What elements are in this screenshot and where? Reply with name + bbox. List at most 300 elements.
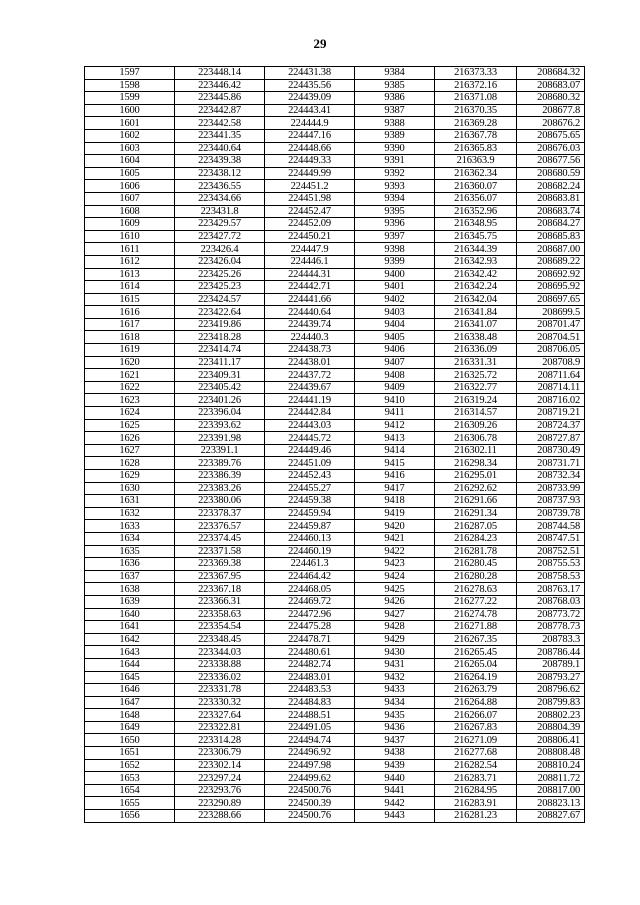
point-number-a-cell: 1629 (85, 470, 175, 483)
y-coordinate-a-cell: 224482.74 (265, 658, 355, 671)
y-coordinate-a-cell: 224443.03 (265, 419, 355, 432)
point-number-a-cell: 1634 (85, 532, 175, 545)
point-number-b-cell: 9385 (355, 79, 435, 92)
y-coordinate-a-cell: 224483.01 (265, 671, 355, 684)
point-number-b-cell: 9425 (355, 583, 435, 596)
y-coordinate-b-cell: 208684.32 (517, 67, 585, 80)
x-coordinate-b-cell: 216341.84 (435, 306, 517, 319)
y-coordinate-a-cell: 224438.73 (265, 344, 355, 357)
point-number-a-cell: 1624 (85, 407, 175, 420)
point-number-b-cell: 9434 (355, 696, 435, 709)
y-coordinate-b-cell: 208793.27 (517, 671, 585, 684)
y-coordinate-a-cell: 224459.94 (265, 507, 355, 520)
y-coordinate-b-cell: 208731.71 (517, 457, 585, 470)
y-coordinate-b-cell: 208737.93 (517, 495, 585, 508)
y-coordinate-a-cell: 224439.74 (265, 318, 355, 331)
x-coordinate-b-cell: 216277.22 (435, 595, 517, 608)
x-coordinate-a-cell: 223411.17 (175, 356, 265, 369)
y-coordinate-b-cell: 208683.74 (517, 205, 585, 218)
x-coordinate-b-cell: 216271.09 (435, 734, 517, 747)
x-coordinate-b-cell: 216295.01 (435, 470, 517, 483)
y-coordinate-a-cell: 224447.9 (265, 243, 355, 256)
point-number-a-cell: 1604 (85, 155, 175, 168)
x-coordinate-b-cell: 216287.05 (435, 520, 517, 533)
table-row (85, 684, 585, 697)
y-coordinate-b-cell: 208701.47 (517, 318, 585, 331)
x-coordinate-a-cell: 223434.66 (175, 192, 265, 205)
point-number-b-cell: 9401 (355, 281, 435, 294)
point-number-b-cell: 9392 (355, 167, 435, 180)
table-row (85, 117, 585, 130)
y-coordinate-b-cell: 208739.78 (517, 507, 585, 520)
point-number-a-cell: 1625 (85, 419, 175, 432)
x-coordinate-a-cell: 223336.02 (175, 671, 265, 684)
x-coordinate-a-cell: 223358.63 (175, 608, 265, 621)
y-coordinate-b-cell: 208811.72 (517, 772, 585, 785)
x-coordinate-a-cell: 223440.64 (175, 142, 265, 155)
y-coordinate-b-cell: 208676.2 (517, 117, 585, 130)
x-coordinate-a-cell: 223446.42 (175, 79, 265, 92)
point-number-b-cell: 9412 (355, 419, 435, 432)
x-coordinate-a-cell: 223297.24 (175, 772, 265, 785)
point-number-b-cell: 9384 (355, 67, 435, 80)
point-number-b-cell: 9433 (355, 684, 435, 697)
y-coordinate-a-cell: 224451.09 (265, 457, 355, 470)
point-number-a-cell: 1639 (85, 595, 175, 608)
x-coordinate-a-cell: 223348.45 (175, 633, 265, 646)
table-row (85, 281, 585, 294)
point-number-b-cell: 9411 (355, 407, 435, 420)
x-coordinate-a-cell: 223367.18 (175, 583, 265, 596)
point-number-b-cell: 9398 (355, 243, 435, 256)
x-coordinate-a-cell: 223442.58 (175, 117, 265, 130)
point-number-a-cell: 1628 (85, 457, 175, 470)
x-coordinate-b-cell: 216282.54 (435, 759, 517, 772)
point-number-a-cell: 1611 (85, 243, 175, 256)
point-number-a-cell: 1612 (85, 255, 175, 268)
y-coordinate-a-cell: 224437.72 (265, 369, 355, 382)
point-number-b-cell: 9395 (355, 205, 435, 218)
y-coordinate-b-cell: 208733.99 (517, 482, 585, 495)
x-coordinate-b-cell: 216264.19 (435, 671, 517, 684)
x-coordinate-b-cell: 216264.88 (435, 696, 517, 709)
y-coordinate-b-cell: 208804.39 (517, 721, 585, 734)
y-coordinate-b-cell: 208802.23 (517, 709, 585, 722)
point-number-b-cell: 9406 (355, 344, 435, 357)
y-coordinate-a-cell: 224438.01 (265, 356, 355, 369)
x-coordinate-a-cell: 223424.57 (175, 293, 265, 306)
table-row (85, 671, 585, 684)
table-row (85, 142, 585, 155)
point-number-a-cell: 1601 (85, 117, 175, 130)
x-coordinate-b-cell: 216280.28 (435, 570, 517, 583)
x-coordinate-b-cell: 216291.66 (435, 495, 517, 508)
y-coordinate-a-cell: 224447.16 (265, 129, 355, 142)
x-coordinate-b-cell: 216291.34 (435, 507, 517, 520)
point-number-b-cell: 9394 (355, 192, 435, 205)
x-coordinate-b-cell: 216365.83 (435, 142, 517, 155)
point-number-b-cell: 9391 (355, 155, 435, 168)
y-coordinate-b-cell: 208789.1 (517, 658, 585, 671)
point-number-b-cell: 9410 (355, 394, 435, 407)
x-coordinate-b-cell: 216265.04 (435, 658, 517, 671)
point-number-b-cell: 9420 (355, 520, 435, 533)
y-coordinate-b-cell: 208687.00 (517, 243, 585, 256)
y-coordinate-a-cell: 224444.31 (265, 268, 355, 281)
point-number-b-cell: 9414 (355, 444, 435, 457)
table-row (85, 407, 585, 420)
point-number-a-cell: 1623 (85, 394, 175, 407)
point-number-a-cell: 1627 (85, 444, 175, 457)
point-number-b-cell: 9427 (355, 608, 435, 621)
table-row (85, 633, 585, 646)
point-number-b-cell: 9400 (355, 268, 435, 281)
point-number-b-cell: 9404 (355, 318, 435, 331)
y-coordinate-b-cell: 208719.21 (517, 407, 585, 420)
point-number-b-cell: 9402 (355, 293, 435, 306)
point-number-a-cell: 1599 (85, 92, 175, 105)
x-coordinate-a-cell: 223314.28 (175, 734, 265, 747)
x-coordinate-a-cell: 223374.45 (175, 532, 265, 545)
point-number-a-cell: 1603 (85, 142, 175, 155)
point-number-b-cell: 9399 (355, 255, 435, 268)
x-coordinate-a-cell: 223426.4 (175, 243, 265, 256)
point-number-a-cell: 1630 (85, 482, 175, 495)
y-coordinate-b-cell: 208695.92 (517, 281, 585, 294)
point-number-b-cell: 9429 (355, 633, 435, 646)
x-coordinate-a-cell: 223378.37 (175, 507, 265, 520)
x-coordinate-b-cell: 216342.24 (435, 281, 517, 294)
point-number-b-cell: 9428 (355, 621, 435, 634)
y-coordinate-b-cell: 208817.00 (517, 784, 585, 797)
point-number-b-cell: 9439 (355, 759, 435, 772)
y-coordinate-b-cell: 208799.83 (517, 696, 585, 709)
x-coordinate-a-cell: 223386.39 (175, 470, 265, 483)
point-number-a-cell: 1613 (85, 268, 175, 281)
table-row (85, 318, 585, 331)
y-coordinate-b-cell: 208704.51 (517, 331, 585, 344)
x-coordinate-b-cell: 216284.23 (435, 532, 517, 545)
table-row (85, 595, 585, 608)
y-coordinate-a-cell: 224442.84 (265, 407, 355, 420)
table-row (85, 772, 585, 785)
x-coordinate-b-cell: 216325.72 (435, 369, 517, 382)
y-coordinate-b-cell: 208680.32 (517, 92, 585, 105)
point-number-b-cell: 9432 (355, 671, 435, 684)
point-number-b-cell: 9419 (355, 507, 435, 520)
x-coordinate-b-cell: 216281.23 (435, 810, 517, 823)
y-coordinate-a-cell: 224451.98 (265, 192, 355, 205)
point-number-a-cell: 1617 (85, 318, 175, 331)
point-number-b-cell: 9417 (355, 482, 435, 495)
y-coordinate-a-cell: 224494.74 (265, 734, 355, 747)
point-number-a-cell: 1631 (85, 495, 175, 508)
point-number-a-cell: 1597 (85, 67, 175, 80)
y-coordinate-a-cell: 224441.19 (265, 394, 355, 407)
y-coordinate-a-cell: 224468.05 (265, 583, 355, 596)
y-coordinate-a-cell: 224491.05 (265, 721, 355, 734)
x-coordinate-a-cell: 223391.98 (175, 432, 265, 445)
x-coordinate-a-cell: 223330.32 (175, 696, 265, 709)
point-number-a-cell: 1618 (85, 331, 175, 344)
table-row (85, 167, 585, 180)
table-row (85, 747, 585, 760)
x-coordinate-b-cell: 216338.48 (435, 331, 517, 344)
point-number-a-cell: 1615 (85, 293, 175, 306)
x-coordinate-a-cell: 223393.62 (175, 419, 265, 432)
point-number-b-cell: 9393 (355, 180, 435, 193)
point-number-a-cell: 1619 (85, 344, 175, 357)
x-coordinate-b-cell: 216322.77 (435, 381, 517, 394)
point-number-a-cell: 1655 (85, 797, 175, 810)
point-number-a-cell: 1621 (85, 369, 175, 382)
x-coordinate-a-cell: 223293.76 (175, 784, 265, 797)
point-number-b-cell: 9407 (355, 356, 435, 369)
y-coordinate-a-cell: 224452.47 (265, 205, 355, 218)
table-row (85, 331, 585, 344)
point-number-b-cell: 9423 (355, 558, 435, 571)
point-number-a-cell: 1626 (85, 432, 175, 445)
y-coordinate-a-cell: 224461.3 (265, 558, 355, 571)
table-row (85, 180, 585, 193)
y-coordinate-a-cell: 224499.62 (265, 772, 355, 785)
table-row (85, 432, 585, 445)
table-row (85, 344, 585, 357)
point-number-a-cell: 1651 (85, 747, 175, 760)
table-row (85, 129, 585, 142)
table-row (85, 306, 585, 319)
point-number-a-cell: 1598 (85, 79, 175, 92)
x-coordinate-a-cell: 223367.95 (175, 570, 265, 583)
point-number-b-cell: 9435 (355, 709, 435, 722)
y-coordinate-a-cell: 224484.83 (265, 696, 355, 709)
x-coordinate-a-cell: 223401.26 (175, 394, 265, 407)
page-number: 29 (313, 36, 327, 51)
point-number-b-cell: 9443 (355, 810, 435, 823)
point-number-b-cell: 9436 (355, 721, 435, 734)
y-coordinate-a-cell: 224440.3 (265, 331, 355, 344)
point-number-b-cell: 9396 (355, 218, 435, 231)
y-coordinate-a-cell: 224483.53 (265, 684, 355, 697)
y-coordinate-a-cell: 224500.76 (265, 784, 355, 797)
y-coordinate-b-cell: 208768.03 (517, 595, 585, 608)
table-row (85, 696, 585, 709)
table-row (85, 192, 585, 205)
y-coordinate-a-cell: 224475.28 (265, 621, 355, 634)
y-coordinate-a-cell: 224450.21 (265, 230, 355, 243)
table-row (85, 570, 585, 583)
x-coordinate-b-cell: 216274.78 (435, 608, 517, 621)
point-number-a-cell: 1638 (85, 583, 175, 596)
x-coordinate-a-cell: 223427.72 (175, 230, 265, 243)
x-coordinate-b-cell: 216331.31 (435, 356, 517, 369)
table-row (85, 381, 585, 394)
y-coordinate-b-cell: 208732.34 (517, 470, 585, 483)
x-coordinate-b-cell: 216356.07 (435, 192, 517, 205)
point-number-b-cell: 9418 (355, 495, 435, 508)
y-coordinate-a-cell: 224449.33 (265, 155, 355, 168)
point-number-b-cell: 9387 (355, 104, 435, 117)
table-row (85, 243, 585, 256)
point-number-b-cell: 9403 (355, 306, 435, 319)
table-row (85, 797, 585, 810)
table-row (85, 545, 585, 558)
y-coordinate-a-cell: 224439.09 (265, 92, 355, 105)
point-number-b-cell: 9386 (355, 92, 435, 105)
y-coordinate-b-cell: 208683.07 (517, 79, 585, 92)
y-coordinate-a-cell: 224443.41 (265, 104, 355, 117)
y-coordinate-b-cell: 208744.58 (517, 520, 585, 533)
y-coordinate-a-cell: 224460.19 (265, 545, 355, 558)
x-coordinate-b-cell: 216362.34 (435, 167, 517, 180)
table-row (85, 495, 585, 508)
table-row (85, 721, 585, 734)
point-number-a-cell: 1645 (85, 671, 175, 684)
point-number-a-cell: 1600 (85, 104, 175, 117)
x-coordinate-a-cell: 223445.86 (175, 92, 265, 105)
point-number-a-cell: 1640 (85, 608, 175, 621)
point-number-a-cell: 1642 (85, 633, 175, 646)
table-row (85, 218, 585, 231)
table-row (85, 205, 585, 218)
point-number-a-cell: 1650 (85, 734, 175, 747)
x-coordinate-b-cell: 216344.39 (435, 243, 517, 256)
y-coordinate-b-cell: 208680.59 (517, 167, 585, 180)
point-number-a-cell: 1616 (85, 306, 175, 319)
point-number-a-cell: 1644 (85, 658, 175, 671)
table-row (85, 784, 585, 797)
point-number-a-cell: 1606 (85, 180, 175, 193)
point-number-b-cell: 9409 (355, 381, 435, 394)
y-coordinate-b-cell: 208747.51 (517, 532, 585, 545)
x-coordinate-a-cell: 223431.8 (175, 205, 265, 218)
point-number-a-cell: 1652 (85, 759, 175, 772)
x-coordinate-a-cell: 223396.04 (175, 407, 265, 420)
y-coordinate-b-cell: 208685.83 (517, 230, 585, 243)
point-number-a-cell: 1605 (85, 167, 175, 180)
x-coordinate-b-cell: 216348.95 (435, 218, 517, 231)
x-coordinate-b-cell: 216263.79 (435, 684, 517, 697)
y-coordinate-b-cell: 208711.64 (517, 369, 585, 382)
point-number-b-cell: 9438 (355, 747, 435, 760)
x-coordinate-b-cell: 216314.57 (435, 407, 517, 420)
y-coordinate-a-cell: 224478.71 (265, 633, 355, 646)
x-coordinate-a-cell: 223418.28 (175, 331, 265, 344)
x-coordinate-b-cell: 216370.35 (435, 104, 517, 117)
table-row (85, 293, 585, 306)
point-number-a-cell: 1637 (85, 570, 175, 583)
table-row (85, 268, 585, 281)
table-row (85, 419, 585, 432)
point-number-a-cell: 1635 (85, 545, 175, 558)
x-coordinate-a-cell: 223391.1 (175, 444, 265, 457)
x-coordinate-a-cell: 223422.64 (175, 306, 265, 319)
x-coordinate-b-cell: 216309.26 (435, 419, 517, 432)
y-coordinate-a-cell: 224442.71 (265, 281, 355, 294)
point-number-b-cell: 9424 (355, 570, 435, 583)
table-row (85, 92, 585, 105)
x-coordinate-a-cell: 223436.55 (175, 180, 265, 193)
y-coordinate-b-cell: 208823.13 (517, 797, 585, 810)
x-coordinate-a-cell: 223369.38 (175, 558, 265, 571)
y-coordinate-a-cell: 224446.1 (265, 255, 355, 268)
point-number-b-cell: 9416 (355, 470, 435, 483)
table-body (85, 67, 585, 823)
x-coordinate-b-cell: 216342.42 (435, 268, 517, 281)
x-coordinate-a-cell: 223376.57 (175, 520, 265, 533)
x-coordinate-b-cell: 216267.83 (435, 721, 517, 734)
y-coordinate-b-cell: 208730.49 (517, 444, 585, 457)
x-coordinate-b-cell: 216352.96 (435, 205, 517, 218)
y-coordinate-b-cell: 208783.3 (517, 633, 585, 646)
x-coordinate-b-cell: 216342.04 (435, 293, 517, 306)
y-coordinate-a-cell: 224451.2 (265, 180, 355, 193)
table-row (85, 646, 585, 659)
point-number-a-cell: 1620 (85, 356, 175, 369)
table-row (85, 520, 585, 533)
x-coordinate-a-cell: 223438.12 (175, 167, 265, 180)
point-number-a-cell: 1609 (85, 218, 175, 231)
y-coordinate-a-cell: 224496.92 (265, 747, 355, 760)
y-coordinate-a-cell: 224449.46 (265, 444, 355, 457)
table-row (85, 709, 585, 722)
coordinates-table (84, 66, 585, 823)
point-number-b-cell: 9437 (355, 734, 435, 747)
point-number-a-cell: 1607 (85, 192, 175, 205)
y-coordinate-a-cell: 224459.38 (265, 495, 355, 508)
x-coordinate-b-cell: 216265.45 (435, 646, 517, 659)
table-row (85, 444, 585, 457)
point-number-b-cell: 9442 (355, 797, 435, 810)
x-coordinate-b-cell: 216360.07 (435, 180, 517, 193)
x-coordinate-a-cell: 223383.26 (175, 482, 265, 495)
x-coordinate-a-cell: 223429.57 (175, 218, 265, 231)
y-coordinate-b-cell: 208806.41 (517, 734, 585, 747)
x-coordinate-b-cell: 216280.45 (435, 558, 517, 571)
y-coordinate-b-cell: 208689.22 (517, 255, 585, 268)
y-coordinate-a-cell: 224469.72 (265, 595, 355, 608)
y-coordinate-b-cell: 208675.65 (517, 129, 585, 142)
y-coordinate-b-cell: 208699.5 (517, 306, 585, 319)
table-row (85, 470, 585, 483)
x-coordinate-a-cell: 223405.42 (175, 381, 265, 394)
y-coordinate-b-cell: 208692.92 (517, 268, 585, 281)
x-coordinate-b-cell: 216283.71 (435, 772, 517, 785)
point-number-a-cell: 1608 (85, 205, 175, 218)
x-coordinate-a-cell: 223409.31 (175, 369, 265, 382)
point-number-b-cell: 9421 (355, 532, 435, 545)
y-coordinate-a-cell: 224480.61 (265, 646, 355, 659)
y-coordinate-a-cell: 224440.64 (265, 306, 355, 319)
point-number-b-cell: 9431 (355, 658, 435, 671)
y-coordinate-b-cell: 208758.53 (517, 570, 585, 583)
y-coordinate-a-cell: 224448.66 (265, 142, 355, 155)
point-number-b-cell: 9441 (355, 784, 435, 797)
y-coordinate-a-cell: 224500.76 (265, 810, 355, 823)
table-row (85, 734, 585, 747)
x-coordinate-a-cell: 223425.26 (175, 268, 265, 281)
x-coordinate-b-cell: 216271.88 (435, 621, 517, 634)
table-row (85, 532, 585, 545)
y-coordinate-b-cell: 208683.81 (517, 192, 585, 205)
table-row (85, 356, 585, 369)
y-coordinate-b-cell: 208706.05 (517, 344, 585, 357)
x-coordinate-b-cell: 216267.35 (435, 633, 517, 646)
point-number-b-cell: 9388 (355, 117, 435, 130)
y-coordinate-b-cell: 208763.17 (517, 583, 585, 596)
table-row (85, 155, 585, 168)
y-coordinate-b-cell: 208778.73 (517, 621, 585, 634)
